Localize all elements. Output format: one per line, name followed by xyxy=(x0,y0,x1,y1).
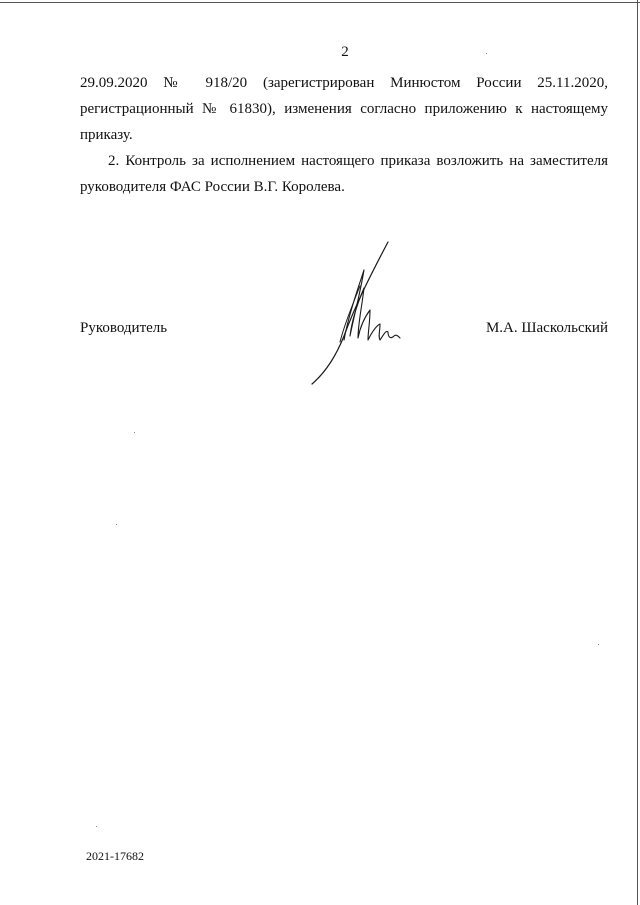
scan-speck xyxy=(116,524,117,525)
scan-speck xyxy=(134,432,135,433)
document-registration-number: 2021-17682 xyxy=(86,849,144,863)
paragraph-amendment xyxy=(80,70,608,148)
page-number: 2 xyxy=(341,44,349,60)
handwritten-signature xyxy=(300,236,410,386)
signer-name: М.А. Шаскольский xyxy=(485,320,608,336)
paragraph-control-clause xyxy=(80,148,608,200)
paragraph-line: приказу. xyxy=(80,127,133,143)
page-edge-right xyxy=(637,0,638,905)
page-edge-top xyxy=(0,2,640,3)
paragraph-line: руководителя ФАС России В.Г. Королева. xyxy=(80,179,345,195)
scan-speck xyxy=(598,644,599,645)
signer-position-title: Руководитель xyxy=(80,320,168,336)
scan-speck xyxy=(486,53,487,54)
paragraph-line: 29.09.2020 № 918/20 (зарегистрирован Минюстом России 25.11.2020, xyxy=(80,75,608,91)
paragraph-line: 2. Контроль за исполнением настоящего приказа возложить на заместителя xyxy=(108,153,608,169)
scan-speck xyxy=(96,826,97,827)
paragraph-line: регистрационный № 61830), изменения согласно приложению к настоящему xyxy=(80,101,608,117)
